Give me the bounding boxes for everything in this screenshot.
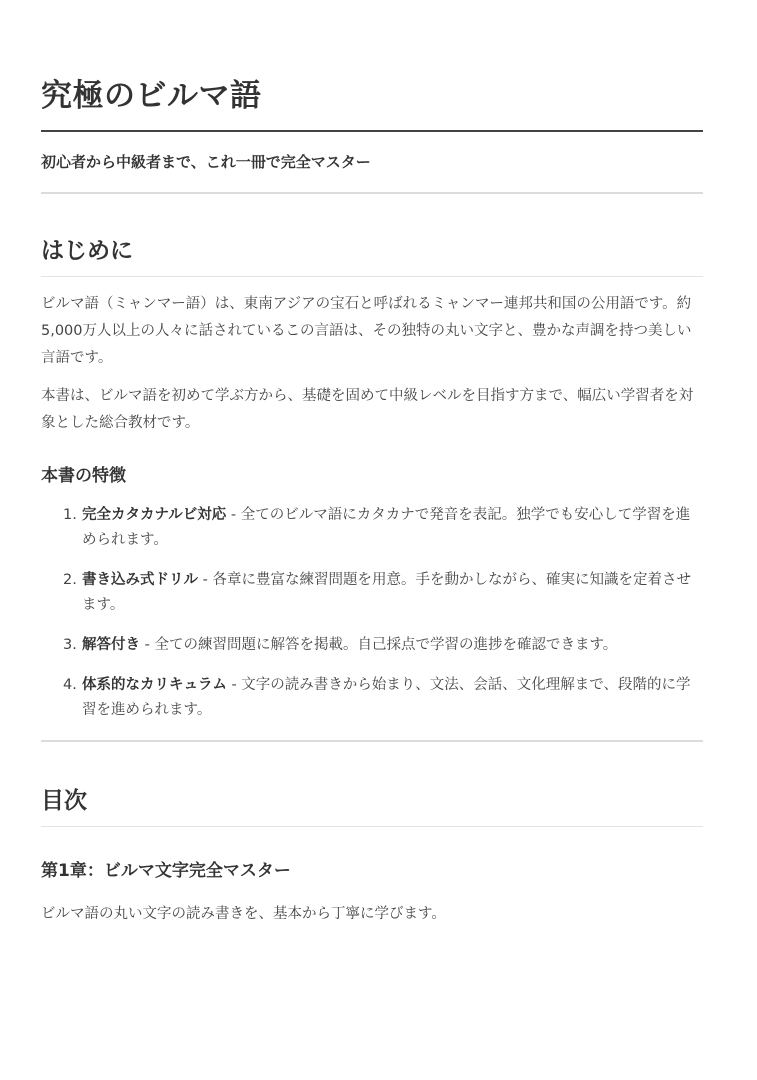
toc-heading: 目次 xyxy=(41,788,87,814)
feature-title: 書き込み式ドリル xyxy=(82,572,198,588)
toc-heading-divider xyxy=(41,826,703,827)
feature-item xyxy=(41,568,703,618)
features-list xyxy=(41,503,703,723)
subtitle-divider xyxy=(41,192,703,194)
feature-title: 解答付き xyxy=(82,637,140,653)
feature-number: 4. xyxy=(63,677,77,693)
title-divider xyxy=(41,130,703,132)
book-subtitle: 初心者から中級者まで、これ一冊で完全マスター xyxy=(41,153,371,171)
features-heading: 本書の特徴 xyxy=(41,466,126,486)
book-title: 究極のビルマ語 xyxy=(41,78,262,114)
intro-paragraph-1: ビルマ語（ミャンマー語）は、東南アジアの宝石と呼ばれるミャンマー連邦共和国の公用語です。約5,000万人以上の人々に話されているこの言語は、その独特の丸い文字と、豊かな声調を持つ美しい言語です。 xyxy=(41,296,692,366)
chapter-1-description: ビルマ語の丸い文字の読み書きを、基本から丁寧に学びます。 xyxy=(41,906,446,922)
feature-title: 体系的なカリキュラム xyxy=(82,677,227,693)
feature-description: - 各章に豊富な練習問題を用意。手を動かしながら、確実に知識を定着させます。 xyxy=(82,572,691,613)
feature-title: 完全カタカナルビ対応 xyxy=(82,507,227,523)
intro-heading: はじめに xyxy=(41,238,133,264)
feature-item xyxy=(41,633,703,658)
chapter-1-title: 第1章：ビルマ文字完全マスター xyxy=(41,861,291,881)
feature-description: - 全ての練習問題に解答を掲載。自己採点で学習の進捗を確認できます。 xyxy=(140,637,618,653)
feature-description: - 文字の読み書きから始まり、文法、会話、文化理解まで、段階的に学習を進められます。 xyxy=(82,677,691,718)
feature-number: 2. xyxy=(63,572,77,588)
section-divider xyxy=(41,740,703,742)
feature-item xyxy=(41,503,703,553)
feature-number: 3. xyxy=(63,637,77,653)
feature-number: 1. xyxy=(63,507,77,523)
feature-description: - 全てのビルマ語にカタカナで発音を表記。独学でも安心して学習を進められます。 xyxy=(82,507,691,548)
intro-paragraph-2: 本書は、ビルマ語を初めて学ぶ方から、基礎を固めて中級レベルを目指す方まで、幅広い学習者を対象とした総合教材です。 xyxy=(41,388,694,431)
feature-item xyxy=(41,673,703,723)
intro-heading-divider xyxy=(41,276,703,277)
